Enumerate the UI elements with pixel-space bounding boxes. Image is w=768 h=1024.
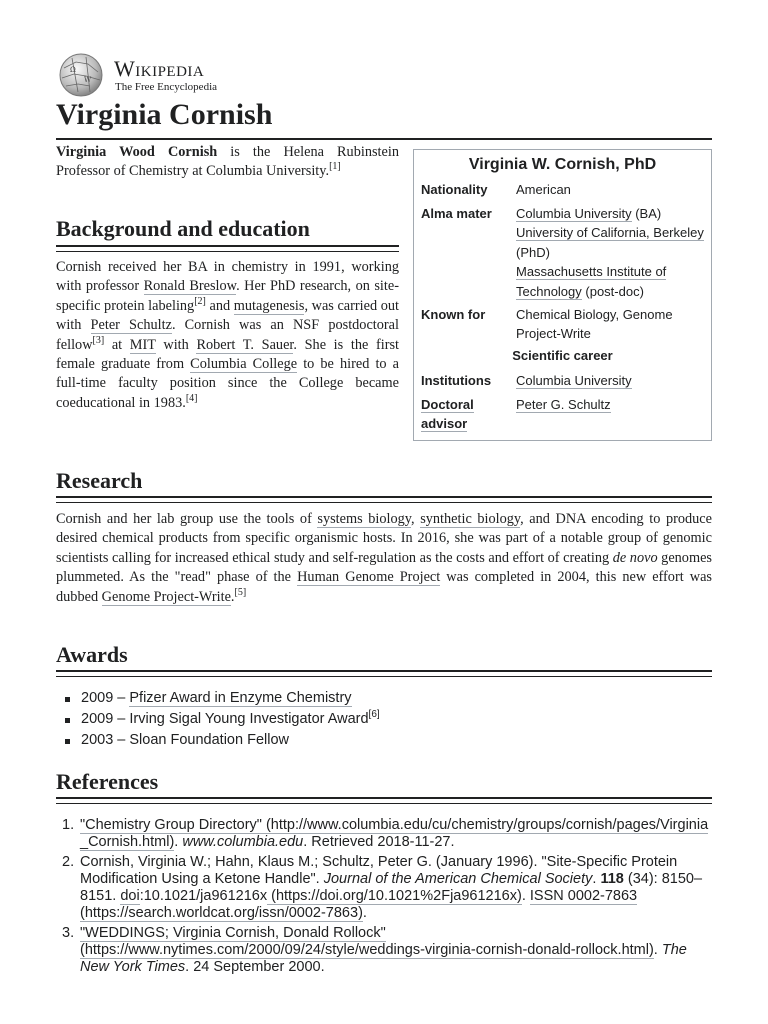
list-item xyxy=(62,730,380,751)
infobox-value-alma-mater xyxy=(516,204,706,301)
reference-text: . xyxy=(653,942,662,958)
ref-link-2[interactable]: [2] xyxy=(194,296,206,308)
reference-volume: 118 xyxy=(600,871,624,887)
intro-name: Virginia Wood Cornish xyxy=(56,144,218,160)
alma-berkeley-link[interactable]: University of California, Berkeley xyxy=(516,225,704,241)
logo-tagline: The Free Encyclopedia xyxy=(115,81,218,93)
intro-text: is the Helena Rubinstein Professor of Chemistry at Columbia University. xyxy=(56,144,399,180)
link-robert-sauer[interactable]: Robert T. Sauer xyxy=(196,336,294,353)
infobox-value-nationality: American xyxy=(516,182,571,197)
heading-background: Background and education xyxy=(56,216,310,241)
alma-columbia-link[interactable]: Columbia University xyxy=(516,206,632,221)
infobox-title: Virginia W. Cornish, PhD xyxy=(468,156,657,173)
reference-title-link[interactable]: "WEDDINGS; Virginia Cornish, Donald Rollock" xyxy=(80,925,386,941)
alma-mit-note: (post-doc) xyxy=(581,283,644,299)
award-name: Irving Sigal Young Investigator Award xyxy=(129,711,369,727)
reference-text: . xyxy=(362,905,367,921)
link-ronald-breslow[interactable]: Ronald Breslow xyxy=(143,278,237,295)
heading-research: Research xyxy=(56,468,143,493)
heading-rule xyxy=(56,797,712,804)
ref-link-3[interactable]: [3] xyxy=(92,334,105,346)
reference-item xyxy=(56,854,712,922)
award-year: 2003 – xyxy=(81,732,130,748)
bg-text: , was carried out with xyxy=(56,297,400,334)
infobox-label-advisor[interactable] xyxy=(421,395,491,434)
ref-link-4[interactable]: [4] xyxy=(185,393,198,405)
research-emphasis: de novo xyxy=(612,549,658,566)
reference-site: www.columbia.edu xyxy=(182,834,304,850)
bg-text: . Her PhD research, on site-specific protein labeling xyxy=(56,278,399,314)
research-text: . xyxy=(230,588,235,605)
alma-columbia-note: (BA) xyxy=(631,206,662,221)
research-text: , and DNA encoding to produce desired chemical products from specific organismic hosts. In 2016, she was part of a notable group of genomic scientists calling for increased ethical study and self-regulation as the costs and effort of creating xyxy=(56,511,712,566)
bg-text: with xyxy=(155,336,197,353)
infobox xyxy=(413,149,712,441)
link-human-genome-project[interactable]: Human Genome Project xyxy=(297,569,441,586)
references-list xyxy=(56,817,712,979)
infobox-label-institutions: Institutions xyxy=(421,373,492,388)
wikipedia-logo[interactable] xyxy=(56,52,316,98)
link-synthetic-biology[interactable]: synthetic biology xyxy=(420,511,521,527)
link-systems-biology[interactable]: systems biology xyxy=(317,511,412,527)
globe-icon xyxy=(56,52,106,98)
link-columbia-college[interactable]: Columbia College xyxy=(190,356,298,373)
link-mutagenesis[interactable]: mutagenesis xyxy=(233,297,305,314)
advisor-link[interactable]: Peter G. Schultz xyxy=(516,397,611,412)
heading-rule xyxy=(56,245,399,252)
infobox-label-known-for: Known for xyxy=(421,307,486,322)
reference-text: . xyxy=(174,834,183,850)
issn-url-link[interactable]: 0002-7863 (https://search.worldcat.org/issn/0002-7863) xyxy=(80,888,638,921)
heading-awards: Awards xyxy=(56,642,128,667)
award-year: 2009 – xyxy=(81,711,130,727)
bg-text: to be hired to a full-time faculty position since the College became coeducational in 1983. xyxy=(56,356,399,411)
research-text: Cornish and her lab group use the tools of xyxy=(56,511,318,527)
reference-text: (34): 8150–8151. xyxy=(80,871,703,904)
bg-text: . Cornish was an NSF postdoctoral fellow xyxy=(56,317,400,353)
reference-newspaper: The New York Times xyxy=(80,942,687,975)
award-link[interactable]: Pfizer Award in Enzyme Chemistry xyxy=(129,690,352,706)
ref-link-6[interactable]: [6] xyxy=(368,709,380,721)
list-item xyxy=(62,688,380,709)
reference-item xyxy=(56,817,712,851)
doi-link[interactable]: doi xyxy=(120,888,140,904)
alma-berkeley-note: (PhD) xyxy=(516,244,550,260)
reference-text: . xyxy=(521,888,530,904)
research-text: was completed in 2004, this new effort was dubbed xyxy=(56,569,712,605)
reference-text: Cornish, Virginia W.; Hahn, Klaus M.; Schultz, Peter G. (January 1996). "Site-Specific Protein Modification Using a Ketone Handle". xyxy=(80,854,678,887)
alma-mit-link[interactable]: Massachusetts Institute of Technology xyxy=(516,264,667,299)
institution-link[interactable]: Columbia University xyxy=(516,373,632,388)
reference-number: 1. xyxy=(62,817,75,833)
infobox-value-known-for: Chemical Biology, Genome Project-Write xyxy=(516,307,673,342)
reference-text: . xyxy=(592,871,601,887)
ref-link-5[interactable]: [5] xyxy=(234,586,247,598)
infobox-label-nationality: Nationality xyxy=(421,182,488,197)
award-name: Sloan Foundation Fellow xyxy=(129,732,289,748)
issn-link[interactable]: ISSN xyxy=(529,888,564,904)
heading-rule xyxy=(56,496,712,503)
reference-url-link[interactable]: (https://www.nytimes.com/2000/09/24/style/weddings-virginia-cornish-donald-rollock.html) xyxy=(80,942,654,958)
doi-url-link[interactable]: (https://doi.org/10.1021%2Fja961216x) xyxy=(267,888,522,904)
reference-url-link[interactable]: (http://www.columbia.edu/cu/chemistry/groups/cornish/pages/Virginia_Cornish.html) xyxy=(80,817,709,850)
page-title: Virginia Cornish xyxy=(56,96,712,140)
reference-text: . 24 September 2000. xyxy=(185,959,325,975)
intro-paragraph xyxy=(56,143,399,182)
award-year: 2009 – xyxy=(81,690,130,706)
infobox-career-header: Scientific career xyxy=(512,348,613,363)
infobox-label-alma-mater: Alma mater xyxy=(421,206,492,221)
bg-text: and xyxy=(205,297,234,314)
background-paragraph xyxy=(56,258,399,413)
svg-text:Ω: Ω xyxy=(70,66,76,74)
bg-text: . She is the first female graduate from xyxy=(56,336,399,373)
link-genome-project-write[interactable]: Genome Project-Write xyxy=(101,588,231,605)
heading-references: References xyxy=(56,769,159,794)
link-peter-schultz[interactable]: Peter Schultz xyxy=(90,317,172,334)
bg-text: Cornish received her BA in chemistry in 1991, working with professor xyxy=(56,259,399,295)
awards-list xyxy=(62,688,380,751)
heading-rule xyxy=(56,670,712,677)
svg-text:W: W xyxy=(84,76,92,84)
reference-item xyxy=(56,925,712,976)
reference-text: . Retrieved 2018-11-27. xyxy=(303,834,455,850)
logo-wordmark: Wikipedia xyxy=(114,56,205,81)
bg-text: at xyxy=(104,336,130,353)
reference-doi: :10.1021/ja961216x xyxy=(139,888,268,904)
doctoral-advisor-link[interactable]: Doctoral advisor xyxy=(421,397,474,432)
ref-link-1[interactable]: [1] xyxy=(329,161,341,173)
research-paragraph xyxy=(56,510,712,607)
reference-journal: Journal of the American Chemical Society xyxy=(323,871,593,887)
reference-number: 3. xyxy=(62,925,75,941)
reference-title-link[interactable]: "Chemistry Group Directory" xyxy=(80,817,262,833)
link-mit[interactable]: MIT xyxy=(129,336,156,353)
list-item xyxy=(62,709,380,730)
reference-number: 2. xyxy=(62,854,75,870)
research-text: genomes plummeted. As the "read" phase of the xyxy=(56,549,712,586)
research-text: , xyxy=(411,511,421,527)
